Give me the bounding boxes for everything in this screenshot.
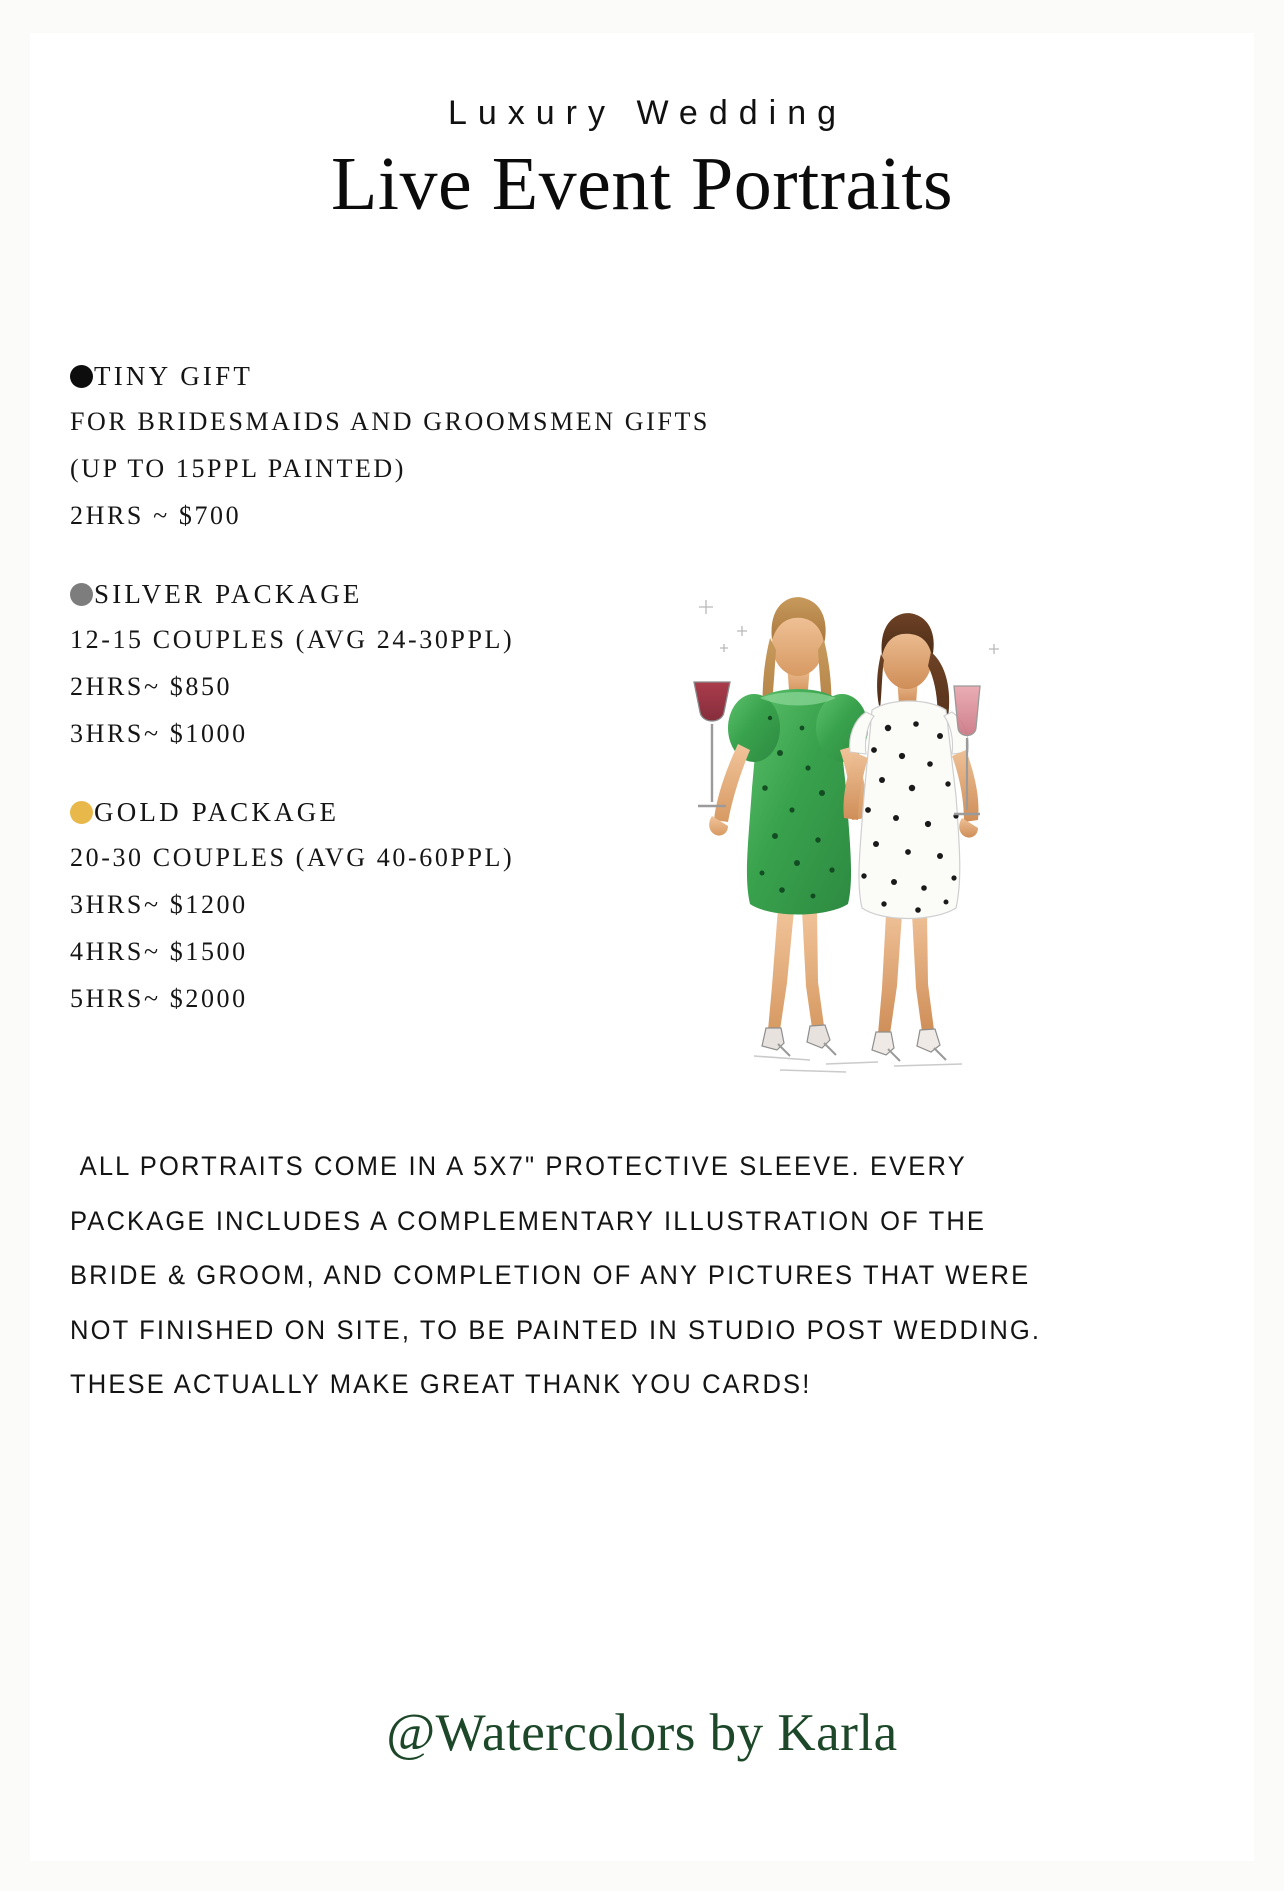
package-title: GOLD PACKAGE [94, 797, 340, 827]
package-price-line: 3HRS~ $1000 [70, 719, 248, 748]
package-price-line: 3HRS~ $1200 [70, 890, 248, 919]
package-gold [70, 797, 770, 1012]
brand-signature: @Watercolors by Karla [386, 1704, 898, 1762]
package-price-line: 4HRS~ $1500 [70, 937, 248, 966]
eyebrow-text: Luxury Wedding [447, 94, 848, 132]
package-title: SILVER PACKAGE [94, 579, 363, 609]
footnote-line: BRIDE & GROOM, AND COMPLETION OF ANY PICTURES THAT WERE [70, 1260, 1031, 1290]
package-silver [70, 579, 770, 747]
footnote-line: PACKAGE INCLUDES A COMPLEMENTARY ILLUSTRATION OF THE [70, 1205, 987, 1236]
package-price-line: 2HRS ~ $700 [70, 501, 242, 530]
footnote-line: THESE ACTUALLY MAKE GREAT THANK YOU CARDS! [70, 1369, 812, 1399]
footnote-paragraph [70, 1153, 1100, 1398]
package-title: TINY GIFT [94, 361, 254, 391]
flyer-card [30, 33, 1254, 1861]
package-detail-line: (UP TO 15PPL PAINTED) [70, 454, 407, 483]
footnote-line: NOT FINISHED ON SITE, TO BE PAINTED IN STUDIO POST WEDDING. [70, 1314, 1042, 1345]
tiny-gift-bullet-icon [70, 365, 93, 388]
package-heading [70, 579, 770, 610]
packages-list [70, 361, 770, 1012]
package-tiny-gift [70, 361, 770, 529]
silver-package-bullet-icon [70, 583, 93, 606]
page-title: Live Event Portraits [330, 142, 954, 227]
package-heading [70, 361, 770, 392]
package-heading [70, 797, 770, 828]
package-detail-line: FOR BRIDESMAIDS AND GROOMSMEN GIFTS [70, 407, 710, 436]
header [30, 95, 1254, 228]
package-price-line: 2HRS~ $850 [70, 672, 233, 701]
package-detail-line: 12-15 COUPLES (AVG 24-30PPL) [70, 625, 515, 654]
package-price-line: 5HRS~ $2000 [70, 984, 248, 1013]
footnote-line: ALL PORTRAITS COME IN A 5X7" PROTECTIVE SLEEVE. EVERY [79, 1151, 967, 1181]
package-detail-line: 20-30 COUPLES (AVG 40-60PPL) [70, 843, 515, 872]
gold-package-bullet-icon [70, 801, 93, 824]
